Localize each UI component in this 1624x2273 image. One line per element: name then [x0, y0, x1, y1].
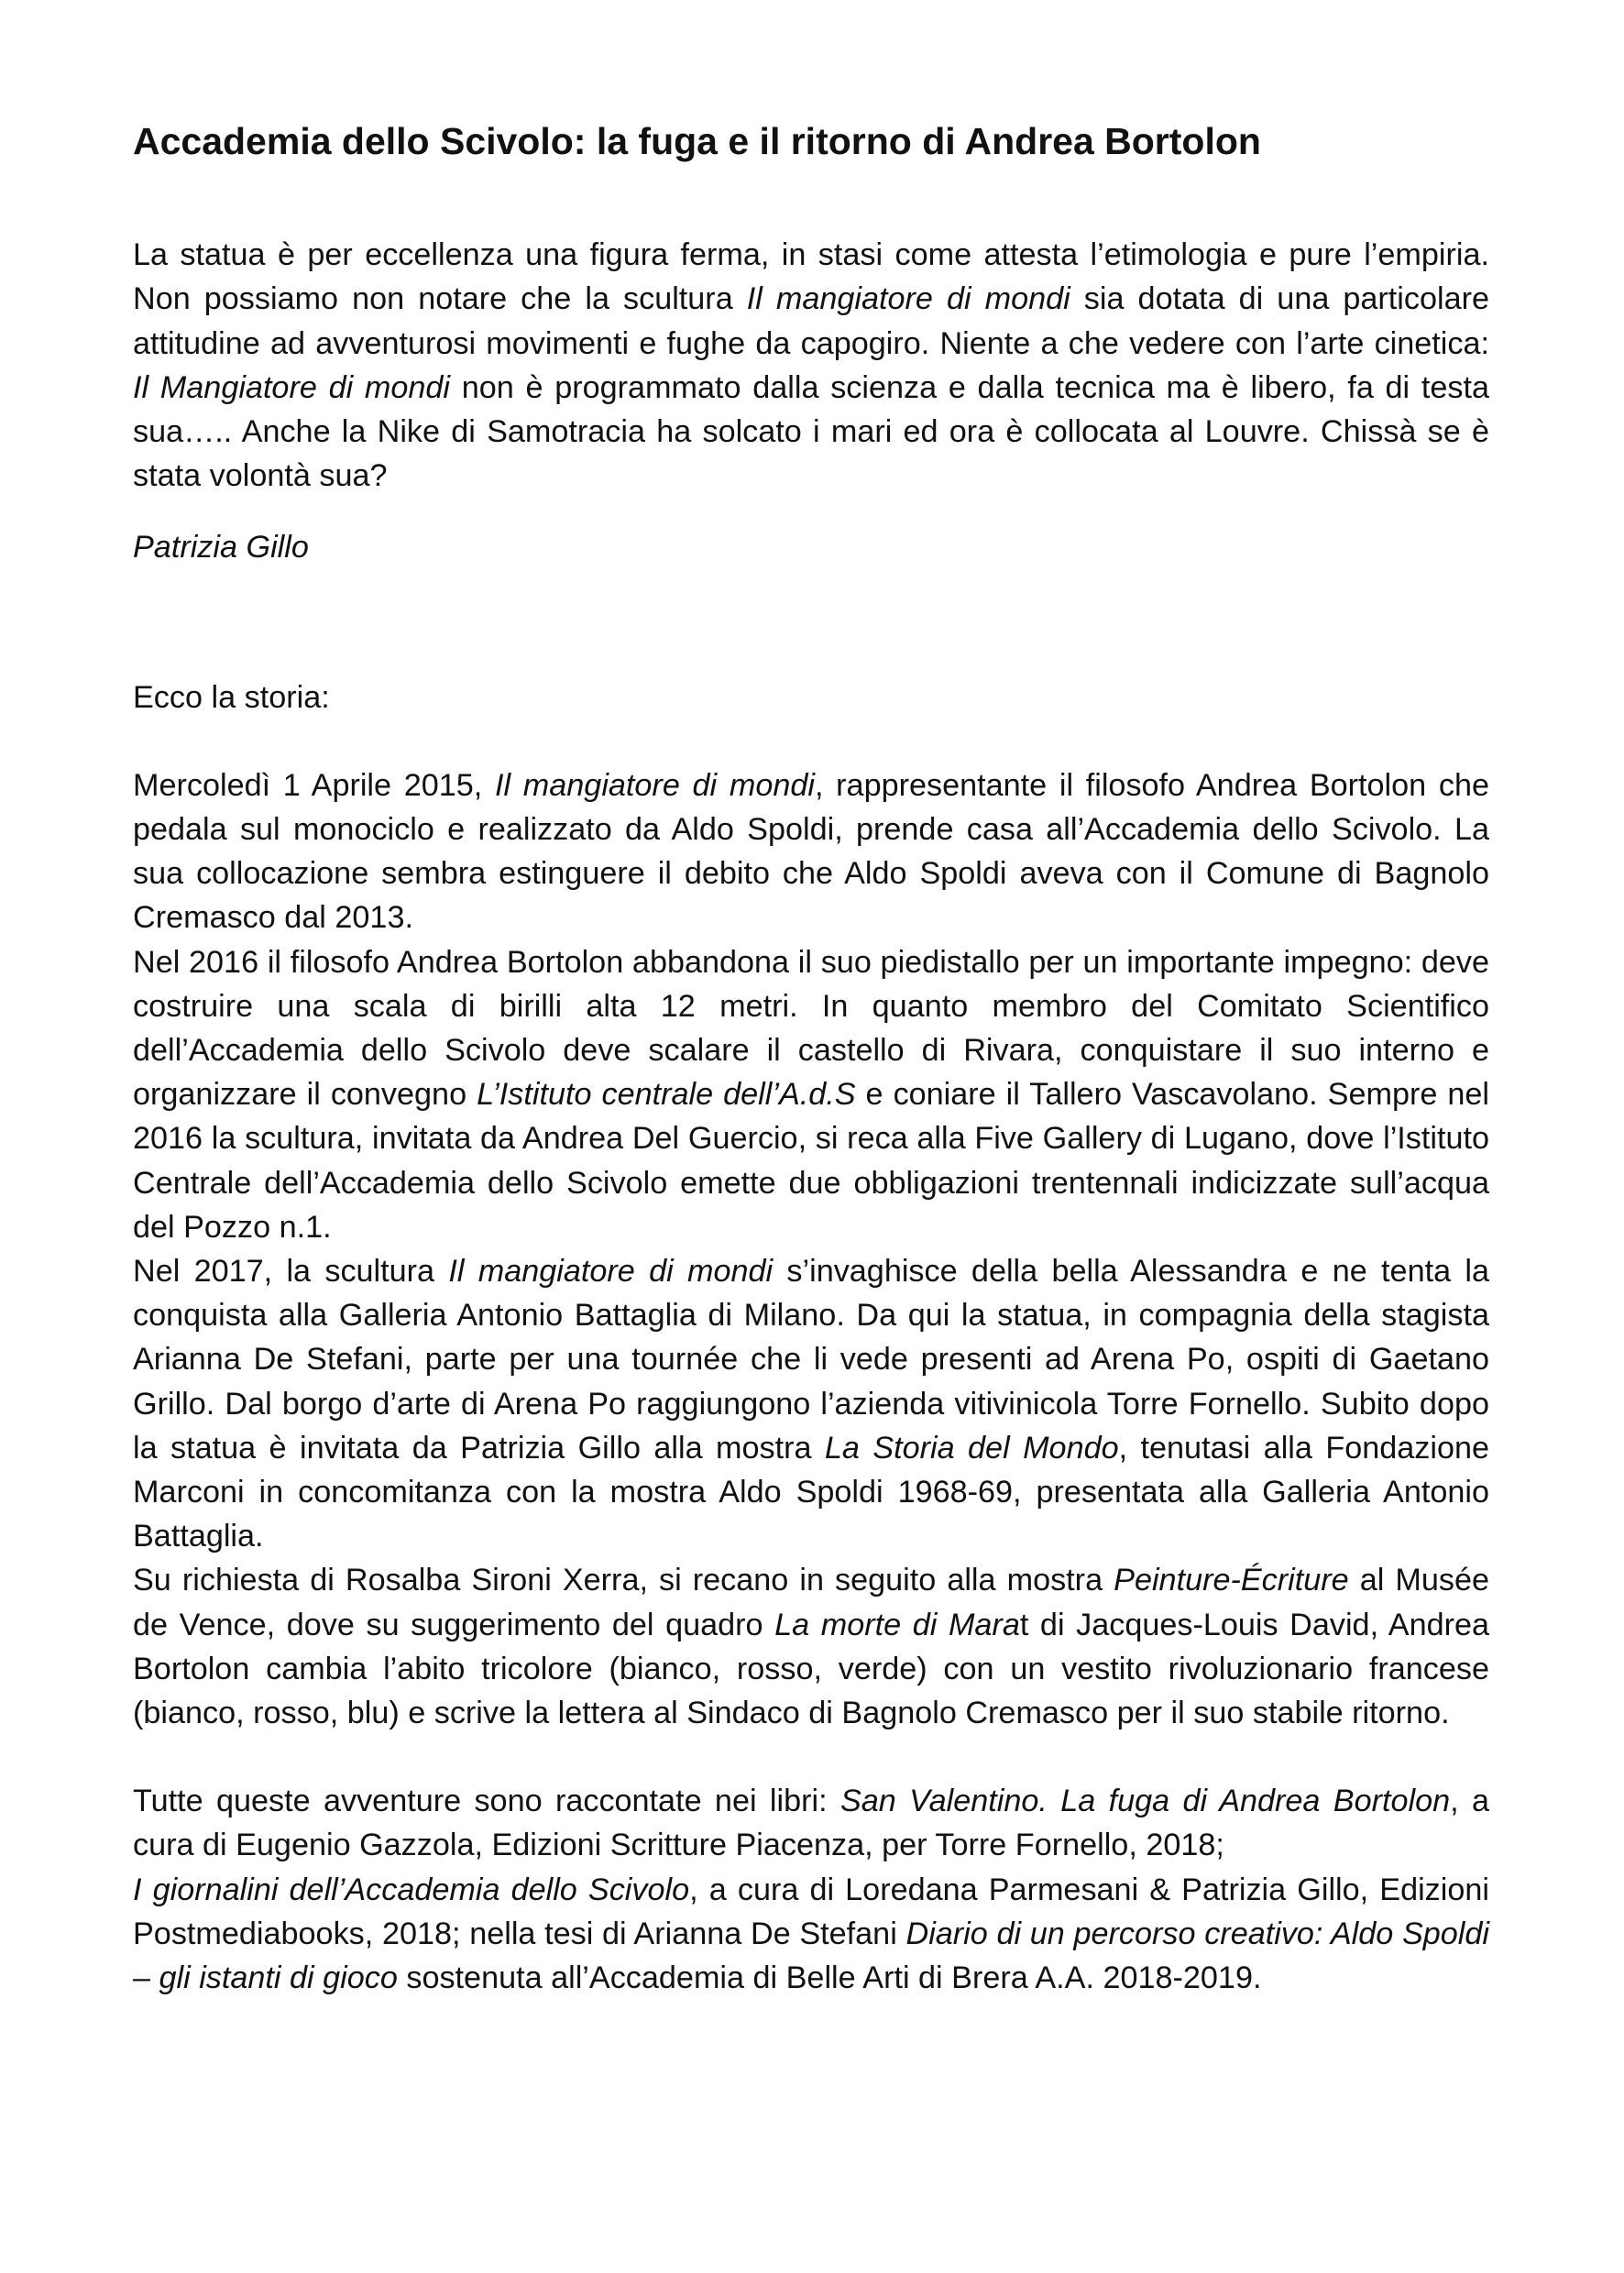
intro-text: La statua è per eccellenza una figura ferma, in stasi come attesta l’etimologia e pure l’empiria. Non possiamo non notare che la scultura [133, 237, 1489, 317]
document-title: Accademia dello Scivolo: la fuga e il ritorno di Andrea Bortolon [133, 120, 1261, 162]
closing-italic-title: Diario di un percorso creativo: Aldo Spoldi – gli istanti di gioco [133, 1916, 1490, 1996]
story-italic-title: Il mangiatore di mondi [495, 767, 815, 803]
story-text: Su richiesta di Rosalba Sironi Xerra, si recano in seguito alla mostra [133, 1563, 1114, 1598]
story-italic-title: L’Istituto centrale dell’A.d.S [477, 1077, 856, 1113]
story-italic-title: Peinture-Écriture [1114, 1563, 1349, 1598]
story-paragraph [133, 763, 1489, 1735]
story-text: , rappresentante il filosofo Andrea Bortolon che pedala sul monociclo e realizzato da Aldo Spoldi, prende casa all’Accademia dello Scivolo. La sua collocazione sembra estinguere il debito che Aldo Spoldi aveva con il Comune di Bagnolo Cremasco dal 2013. [133, 767, 1489, 936]
closing-italic-title: San Valentino. La fuga di Andrea Bortolon [839, 1784, 1451, 1819]
intro-paragraph [133, 233, 1489, 498]
closing-paragraph [133, 1779, 1489, 2000]
story-text: Nel 2017, la scultura [133, 1254, 449, 1290]
intro-text: non è programmato dalla scienza e dalla tecnica ma è libero, fa di testa sua….. Anche la Nike di Samotracia ha solcato i mari ed ora è collocata al Louvre. Chissà se è stata volontà sua? [133, 369, 1489, 494]
story-text: e coniare il Tallero Vascavolano. Sempre nel 2016 la scultura, invitata da Andrea Del Guercio, si reca alla Five Gallery di Lugano, dove l’Istituto Centrale dell’Accademia dello Scivolo emette due obbligazioni trentennali indicizzate sull’acqua del Pozzo n.1. [133, 1077, 1489, 1245]
story-text: Nel 2016 il filosofo Andrea Bortolon abbandona il suo piedistallo per un importante impegno: deve costruire una scala di birilli alta 12 metri. In quanto membro del Comitato Scientifico dell’Accademia dello Scivolo deve scalare il castello di Rivara, conquistare il suo interno e organizzare il convegno [133, 944, 1489, 1113]
closing-text: , a cura di Loredana Parmesani & Patrizia Gillo, Edizioni Postmediabooks, 2018; nella tesi di Arianna De Stefani [133, 1872, 1489, 1951]
intro-italic-title: Il Mangiatore di mondi [133, 369, 451, 405]
document-page [133, 119, 1489, 2000]
story-text: , tenutasi alla Fondazione Marconi in concomitanza con la mostra Aldo Spoldi 1968-69, presentata alla Galleria Antonio Battaglia. [133, 1430, 1489, 1554]
story-heading: Ecco la storia: [133, 679, 330, 715]
closing-text: , a cura di Eugenio Gazzola, Edizioni Scritture Piacenza, per Torre Fornello, 2018; [133, 1784, 1489, 1863]
intro-text: sia dotata di una particolare attitudine ad avventurosi movimenti e fughe da capogiro. Niente a che vedere con l’arte cinetica: [133, 281, 1490, 361]
story-text: t di Jacques-Louis David, Andrea Bortolon cambia l’abito tricolore (bianco, rosso, verde) con un vestito rivoluzionario francese (bianco, rosso, blu) e scrive la lettera al Sindaco di Bagnolo Cremasco per il suo stabile ritorno. [133, 1607, 1490, 1731]
closing-text: sostenuta all’Accademia di Belle Arti di Brera A.A. 2018-2019. [397, 1960, 1262, 1996]
signature: Patrizia Gillo [133, 530, 309, 566]
story-text: al Musée de Vence, dove su suggerimento del quadro [133, 1563, 1489, 1642]
story-italic-title: La morte di Mara [774, 1607, 1020, 1642]
intro-italic-title: Il mangiatore di mondi [746, 281, 1070, 317]
closing-text: Tutte queste avventure sono raccontate nei libri: [133, 1784, 840, 1819]
story-italic-title: La Storia del Mondo [824, 1430, 1119, 1466]
story-text: Mercoledì 1 Aprile 2015, [133, 767, 495, 803]
story-italic-title: Il mangiatore di mondi [448, 1254, 774, 1290]
story-text: s’invaghisce della bella Alessandra e ne tenta la conquista alla Galleria Antonio Battaglia di Milano. Da qui la statua, in compagnia della stagista Arianna De Stefani, parte per una tournée che li vede presenti ad Arena Po, ospiti di Gaetano Grillo. Dal borgo d’arte di Arena Po raggiungono l’azienda vitivinicola Torre Fornello. Subito dopo la statua è invitata da Patrizia Gillo alla mostra [133, 1254, 1489, 1466]
closing-italic-title: I giornalini dell’Accademia dello Scivolo [133, 1872, 690, 1907]
